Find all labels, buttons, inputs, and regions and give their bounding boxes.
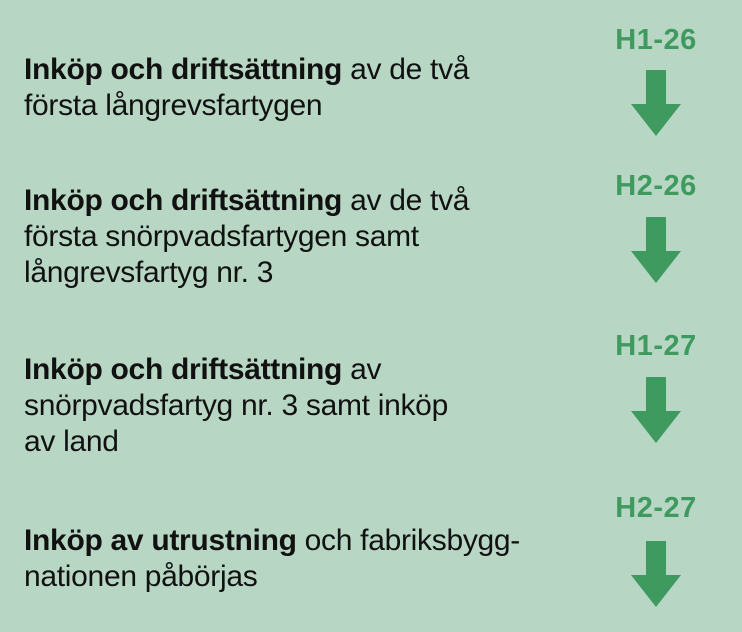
step-rest-text: av de två: [342, 184, 470, 217]
step-line-3: av land: [24, 425, 119, 458]
arrow-down-icon: [631, 70, 681, 136]
step-line-2: första långrevsfartygen: [24, 89, 323, 122]
milestone-label: H1-26: [615, 24, 697, 56]
arrow-down-icon: [631, 541, 681, 607]
step-bold-text: Inköp och driftsättning: [24, 184, 343, 217]
arrow-down-icon: [631, 217, 681, 283]
step-bold-text: Inköp och driftsättning: [24, 53, 343, 86]
step-description: [24, 352, 564, 460]
step-line-2: nationen påbörjas: [24, 560, 258, 593]
step-bold-text: Inköp av utrustning: [24, 524, 297, 557]
milestone-label: H2-27: [615, 492, 697, 524]
milestone-label: H2-26: [615, 170, 697, 202]
step-description: [24, 183, 564, 291]
step-line-1: [24, 183, 564, 219]
step-line-2: snörpvadsfartyg nr. 3 samt inköp: [24, 389, 448, 422]
step-line-1: [24, 52, 564, 88]
step-rest-text: av de två: [342, 53, 470, 86]
milestone-label: H1-27: [615, 330, 697, 362]
step-line-1: [24, 352, 564, 388]
step-description: [24, 523, 564, 595]
arrow-down-icon: [631, 377, 681, 443]
step-line-3: långrevsfartyg nr. 3: [24, 256, 274, 289]
step-rest-text: och fabriksbygg-: [296, 524, 520, 557]
step-rest-text: av: [342, 353, 382, 386]
step-bold-text: Inköp och driftsättning: [24, 353, 343, 386]
step-line-1: [24, 523, 564, 559]
step-description: [24, 52, 564, 124]
step-line-2: första snörpvadsfartygen samt: [24, 220, 419, 253]
